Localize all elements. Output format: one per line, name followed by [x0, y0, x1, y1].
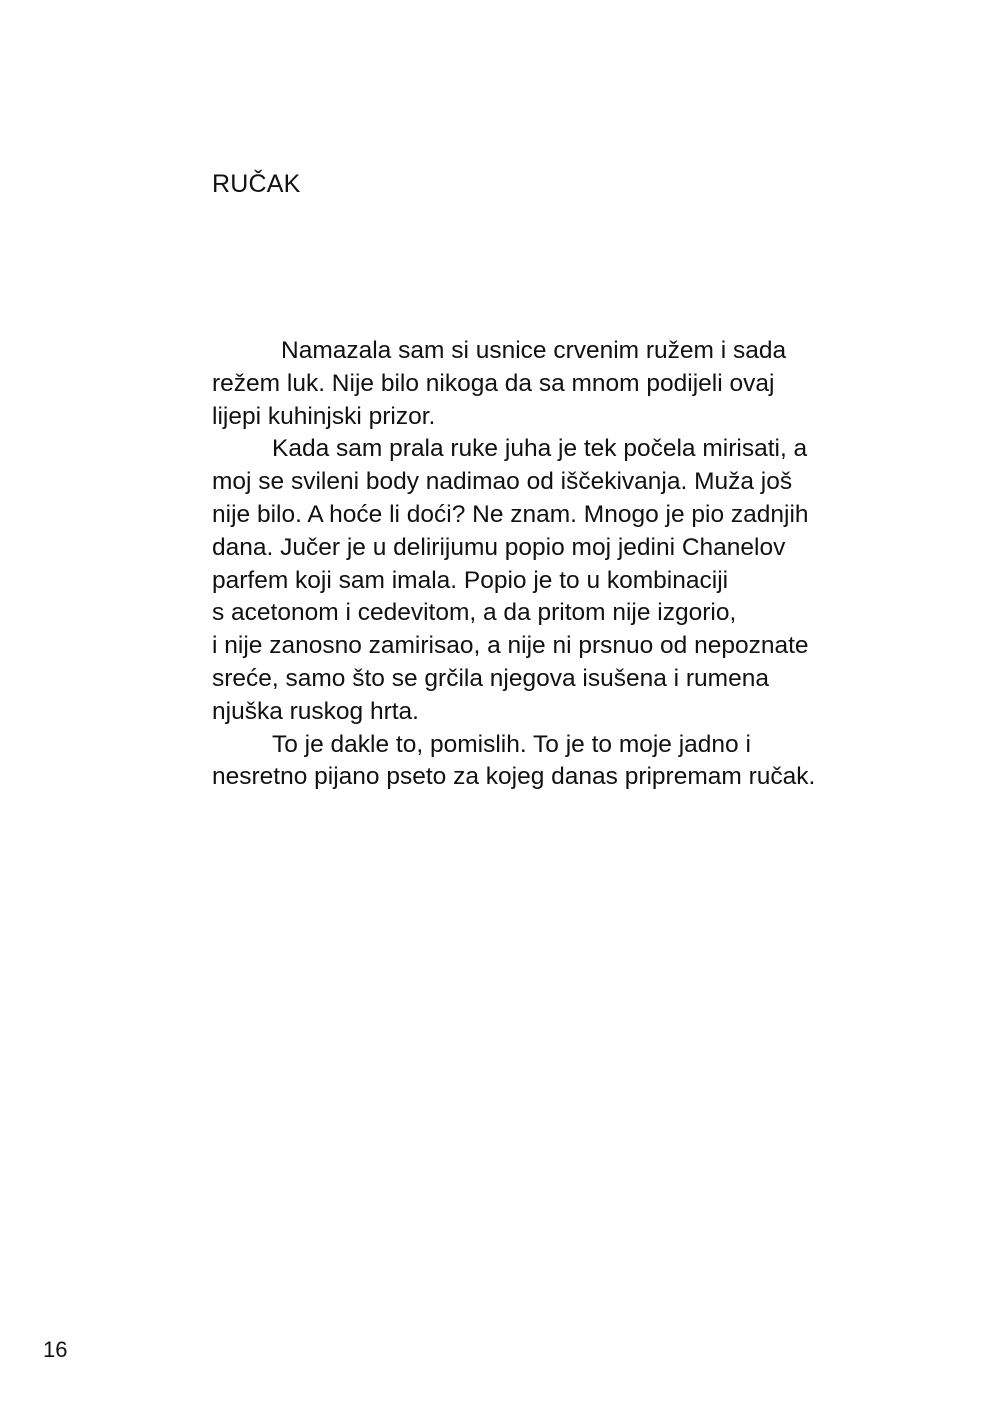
text-line: s acetonom i cedevitom, a da pritom nije izgorio, — [212, 599, 737, 627]
paragraph-3 — [212, 729, 912, 795]
text-line: režem luk. Nije bilo nikoga da sa mnom podijeli ovaj — [212, 369, 775, 397]
text-line: nesretno pijano pseto za kojeg danas pripremam ručak. — [212, 763, 816, 791]
page-number: 16 — [43, 1337, 68, 1362]
text-line: To je dakle to, pomislih. To je to moje jadno i — [272, 730, 751, 758]
text-line: moj se svileni body nadimao od iščekivanja. Muža još — [212, 468, 793, 496]
text-line: Kada sam prala ruke juha je tek počela mirisati, a — [272, 435, 808, 463]
text-line: nije bilo. A hoće li doći? Ne znam. Mnogo je pio zadnjih — [212, 500, 809, 528]
paragraph-1 — [212, 335, 912, 433]
text-line: sreće, samo što se grčila njegova isušena i rumena — [212, 664, 769, 692]
page-title: RUČAK — [212, 170, 301, 198]
text-line: i nije zanosno zamirisao, a nije ni prsnuo od nepoznate — [212, 632, 809, 660]
text-line: njuška ruskog hrta. — [212, 697, 419, 725]
text-line: dana. Jučer je u delirijumu popio moj jedini Chanelov — [212, 533, 786, 561]
body-text — [212, 335, 912, 794]
text-line: lijepi kuhinjski prizor. — [212, 402, 436, 430]
text-line: Namazala sam si usnice crvenim ružem i sada — [281, 337, 787, 364]
paragraph-2 — [212, 433, 912, 728]
text-line: parfem koji sam imala. Popio je to u kombinaciji — [212, 566, 729, 594]
